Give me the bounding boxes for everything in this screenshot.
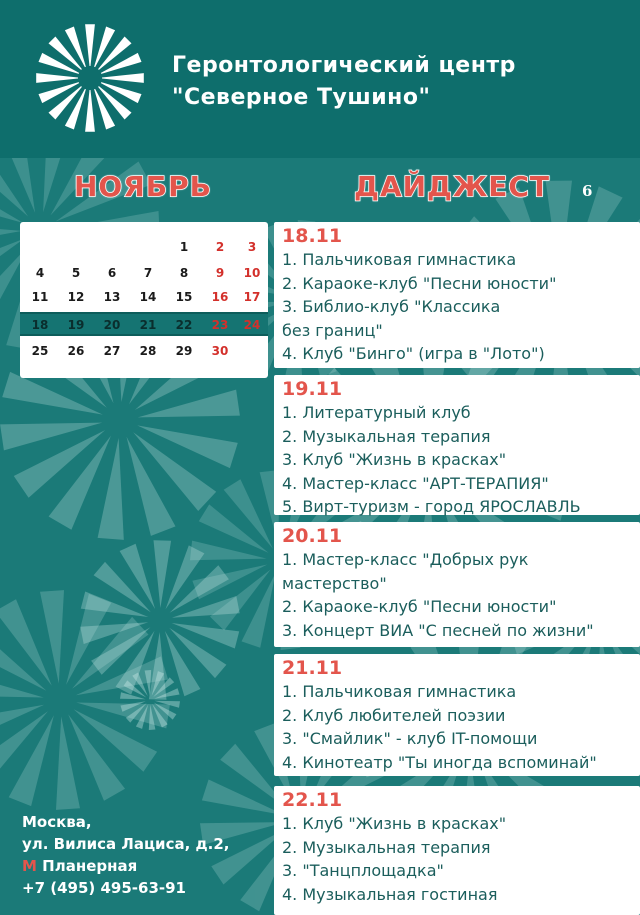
organization-title-line1: Геронтологический центр: [172, 53, 516, 78]
event-day-card: [274, 375, 640, 515]
calendar-day: 12: [67, 290, 85, 304]
calendar-day: 26: [67, 344, 85, 358]
calendar-day: 16: [211, 290, 229, 304]
event-item: 3. Библио-клуб "Классика: [282, 297, 501, 316]
calendar-day: 17: [243, 290, 261, 304]
event-day-card: [274, 222, 640, 368]
address-metro: [22, 855, 272, 877]
digest-title: ДАЙДЖЕСТ: [354, 170, 551, 203]
event-item: 2. Караоке-клуб "Песни юности": [282, 273, 557, 293]
event-item: 1. Клуб "Жизнь в красках": [282, 814, 507, 833]
calendar-day: 14: [139, 290, 157, 304]
calendar-day: 4: [35, 266, 45, 280]
metro-letter: М: [22, 857, 37, 875]
calendar-day: 8: [179, 266, 189, 280]
event-item: 4. Клуб "Бинго" (игра в "Лото"): [282, 344, 545, 363]
calendar-week: [20, 286, 268, 310]
event-day-card: [274, 786, 640, 915]
page-number: 6: [582, 182, 593, 200]
event-item: 4. Мастер-класс "АРТ-ТЕРАПИЯ": [282, 473, 549, 493]
calendar-day: 5: [71, 266, 81, 280]
calendar-day: 3: [247, 240, 257, 254]
address-street: ул. Вилиса Лациса, д.2,: [22, 835, 230, 853]
calendar: [20, 222, 268, 378]
event-date: 19.11: [282, 378, 343, 400]
address-phone: +7 (495) 495-63-91: [22, 879, 186, 897]
event-item: 3. "Танцплощадка": [282, 861, 444, 880]
event-item: 2. Клуб любителей поэзии: [282, 705, 506, 725]
event-item: 1. Литературный клуб: [282, 403, 471, 422]
event-item: 1. Пальчиковая гимнастика: [282, 682, 517, 701]
calendar-day: 22: [175, 318, 193, 332]
calendar-day: 19: [67, 318, 85, 332]
calendar-day: 21: [139, 318, 157, 332]
calendar-day: 28: [139, 344, 157, 358]
event-date: 21.11: [282, 657, 343, 679]
calendar-day: 29: [175, 344, 193, 358]
event-item: 1. Пальчиковая гимнастика: [282, 250, 517, 269]
organization-title-line2: "Северное Тушино": [172, 85, 431, 110]
metro-station: Планерная: [42, 857, 138, 875]
calendar-day: 30: [211, 344, 229, 358]
calendar-day: 13: [103, 290, 121, 304]
event-item: 5. Вирт-туризм - город ЯРОСЛАВЛЬ: [282, 497, 581, 516]
calendar-day: 2: [215, 240, 225, 254]
calendar-day: 27: [103, 344, 121, 358]
calendar-day: 7: [143, 266, 153, 280]
address-block: [22, 811, 272, 899]
event-date: 22.11: [282, 789, 343, 811]
event-item: 2. Музыкальная терапия: [282, 837, 491, 857]
event-item: без границ": [282, 320, 383, 340]
calendar-week: [20, 312, 268, 336]
event-item: 2. Музыкальная терапия: [282, 426, 491, 446]
event-date: 18.11: [282, 225, 343, 247]
calendar-day: 11: [31, 290, 49, 304]
calendar-day: 1: [179, 240, 189, 254]
event-date: 20.11: [282, 525, 343, 547]
header-banner: [0, 0, 640, 158]
event-item: 3. Клуб "Жизнь в красках": [282, 450, 507, 469]
sun-logo-icon: [34, 22, 146, 134]
calendar-day: 24: [243, 318, 261, 332]
event-item: мастерство": [282, 573, 387, 593]
month-title: НОЯБРЬ: [74, 170, 213, 203]
event-item: 3. Концерт ВИА "С песней по жизни": [282, 620, 594, 640]
event-item: 2. Караоке-клуб "Песни юности": [282, 597, 557, 616]
calendar-day: 20: [103, 318, 121, 332]
address-city: Москва,: [22, 813, 92, 831]
event-day-card: [274, 654, 640, 776]
calendar-day: 9: [215, 266, 225, 280]
calendar-day: 15: [175, 290, 193, 304]
event-day-card: [274, 522, 640, 647]
calendar-day: 23: [211, 318, 229, 332]
calendar-day: 25: [31, 344, 49, 358]
calendar-day: 10: [243, 266, 261, 280]
calendar-day: 6: [107, 266, 117, 280]
event-item: 4. Музыкальная гостиная: [282, 884, 498, 904]
calendar-week: [20, 262, 268, 286]
event-item: 4. Кинотеатр "Ты иногда вспоминай": [282, 752, 597, 772]
event-item: 1. Мастер-класс "Добрых рук: [282, 550, 529, 569]
event-item: 3. "Смайлик" - клуб IT-помощи: [282, 729, 538, 748]
calendar-week: [20, 340, 268, 364]
calendar-week: [20, 236, 268, 260]
organization-title: [172, 50, 632, 114]
calendar-day: 18: [31, 318, 49, 332]
